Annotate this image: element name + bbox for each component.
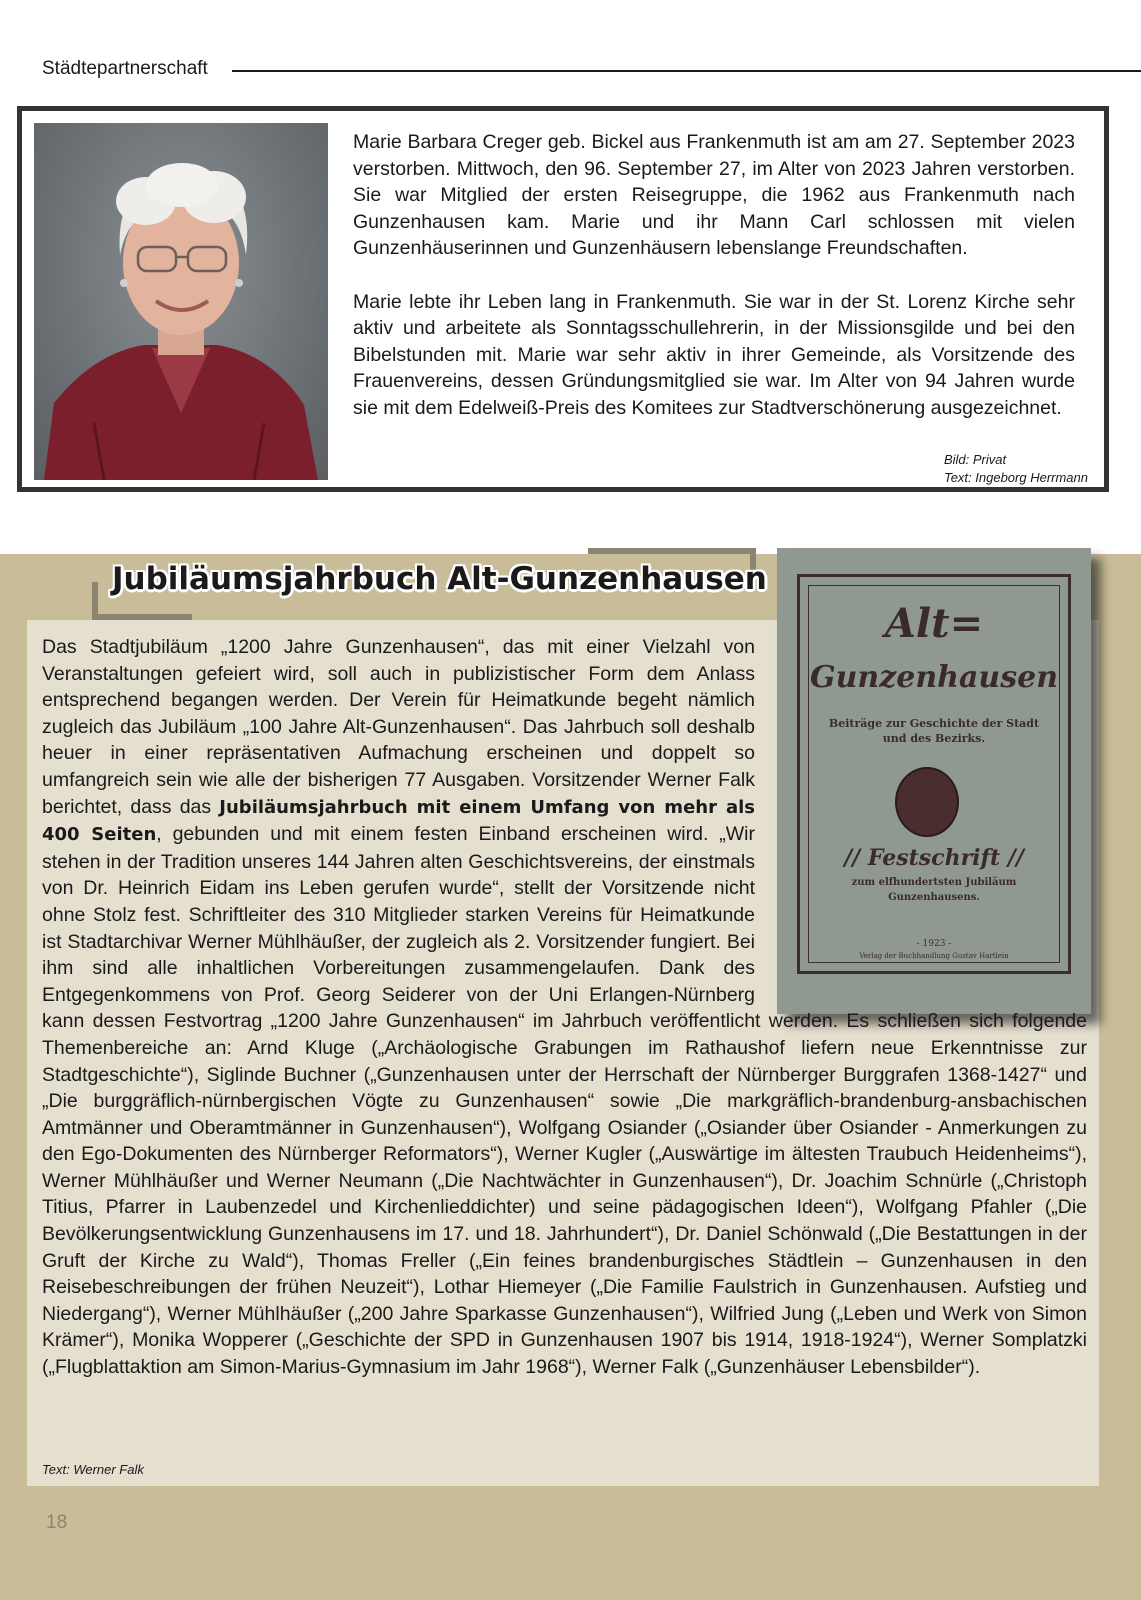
photo-credit: Bild: Privat (943, 452, 1007, 467)
book-subtitle: Beiträge zur Geschichte der Stadt und des Bezirks. (828, 717, 1040, 745)
article-title: Jubiläumsjahrbuch Alt-Gunzenhausen (112, 561, 767, 597)
book-festschrift: // Festschrift // (844, 845, 1024, 871)
portrait-photo (34, 123, 328, 480)
book-title-line-2: Gunzenhausen (809, 660, 1059, 695)
book-publisher: Verlag der Buchhandlung Gustav Hartlein (859, 952, 1009, 960)
page-number: 18 (46, 1512, 68, 1533)
obituary-box (17, 106, 1109, 492)
obituary-text (353, 129, 1075, 448)
article-body-part-1: Das Stadtjubiläum „1200 Jahre Gunzenhausen“, das mit einer Vielzahl von Veranstaltungen gefeiert wird, soll auch in publizistischer Form dem Anlass entsprechend begangen werden. Der Verein für Heimatkunde begeht nämlich zugleich das Jubiläum „100 Jahre Alt-Gunzenhausen“. Das Jahrbuch soll deshalb heuer in einer repräsentativen Aufmachung erscheinen und doppelt so umfangreich sein wie alle der bisherigen 77 Ausgaben. Vorsitzender Werner Falk berichtet, dass das (42, 636, 755, 818)
article-body (42, 634, 1087, 1381)
article-body-bold: Jubiläumsjahrbuch mit einem Umfang von mehr als 400 Seiten (42, 796, 755, 846)
section-header-label: Städtepartnerschaft (42, 58, 208, 79)
image-float-spacer (755, 634, 1087, 1004)
header-rule (232, 70, 1141, 72)
article-body-part-2: , gebunden und mit einem festen Einband erscheinen wird. „Wir stehen in der Tradition unseres 144 Jahren alten Geschichtsvereins, der einstmals von Dr. Heinrich Eidam ins Leben gerufen wurde“, stellt der Vorsitzende nicht ohne Stolz fest. Schriftleiter des 310 Mitglieder starken Vereins für Heimatkunde ist Stadtarchivar Werner Mühlhäußer, der zugleich als 2. Vorsitzender fungiert. Bei ihm sind alle inhaltlichen Vorbereitungen zusammengelaufen. Dank des Entgegenkommens von Prof. Georg Seiderer von der Uni Erlangen-Nürnberg kann dessen Festvortrag „1200 Jahre Gunzenhausen“ im Jahrbuch veröffentlicht werden. Es schließen sich folgende Themenbereiche an: Arnd Kluge („Archäologische Grabungen im Rathaushof liefern neue Erkenntnisse zur Stadtgeschichte“), Siglinde Buchner („Gunzenhausen unter der Herrschaft der Nürnberger Burggrafen 1368-1427“ und „Die burggräflich-nürnbergischen Vögte zu Gunzenhausen“ sowie „Die markgräflich-brandenburg-ansbachischen Amtmänner und Oberamtmänner in Gunzenhausen“), Wolfgang Osiander („Osiander über Osiander - Anmerkungen zu den Ego-Dokumenten des Nürnberger Reformators“), Werner Kugler („Auswärtige im ältesten Traubuch Heidenheims“), Werner Mühlhäußer und Werner Neumann („Die Nachtwächter in Gunzenhausen“), Dr. Joachim Schnürle („Christoph Titius, Pfarrer in Laubenzedel und Kirchenlieddichter) und seine pädagogischen Ideen“), Wolfgang Pfahler („Die Bevölkerungsentwicklung Gunzenhausens im 17. und 18. Jahrhundert“), Dr. Daniel Schönwald („Die Bestattungen in der Gruft der Kirche zu Wald“), Thomas Freller („Ein feines brandenburgisches Städtlein – Gunzenhausen in den Reisebeschreibungen der frühen Neuzeit“), Lothar Hiemeyer („Die Familie Faulstrich in Gunzenhausen. Aufstieg und Niedergang“), Werner Mühlhäußer („200 Jahre Sparkasse Gunzenhausen“), Wilfried Jung („Leben und Werk von Simon Krämer“), Monika Wopperer („Geschichte der SPD in Gunzenhausen 1907 bis 1914, 1918-1924“), Werner Somplatzki („Flugblattaktion am Simon-Marius-Gymnasium im Jahr 1968“), Werner Falk („Gunzenhäuser Lebensbilder“). (42, 823, 1087, 1379)
article-section (0, 554, 1141, 1600)
text-credit: Text: Ingeborg Herrmann (943, 470, 1088, 485)
book-festschrift-sub: zum elfhundertsten Jubiläum Gunzenhausens. (851, 877, 1017, 903)
book-title-line-1: Alt= (884, 600, 984, 647)
book-year: - 1923 - (916, 939, 952, 949)
obituary-paragraph-1: Marie Barbara Creger geb. Bickel aus Frankenmuth ist am am 27. September 2023 verstorben. Mittwoch, den 96. September 27, im Alter von 2023 Jahren verstorben. Sie war Mitglied der ersten Reisegruppe, die 1962 aus Frankenmuth nach Gunzenhausen kam. Marie und ihr Mann Carl schlossen mit vielen Gunzenhäuserinnen und Gunzenhäusern lebenslange Freundschaften. (353, 131, 1075, 259)
obituary-paragraph-2: Marie lebte ihr Leben lang in Frankenmuth. Sie war in der St. Lorenz Kirche sehr aktiv und arbeitete als Sonntagsschullehrerin, in der Missionsgilde und bei den Bibelstunden mit. Marie war sehr aktiv in ihrer Gemeinde, als Vorsitzende des Frauenvereins, dessen Gründungsmitglied sie war. Im Alter von 94 Jahren wurde sie mit dem Edelweiß-Preis des Komitees zur Stadtverschönerung ausgezeichnet. (353, 290, 1075, 419)
obituary-credits (944, 451, 1088, 487)
article-credit: Text: Werner Falk (42, 1462, 144, 1477)
